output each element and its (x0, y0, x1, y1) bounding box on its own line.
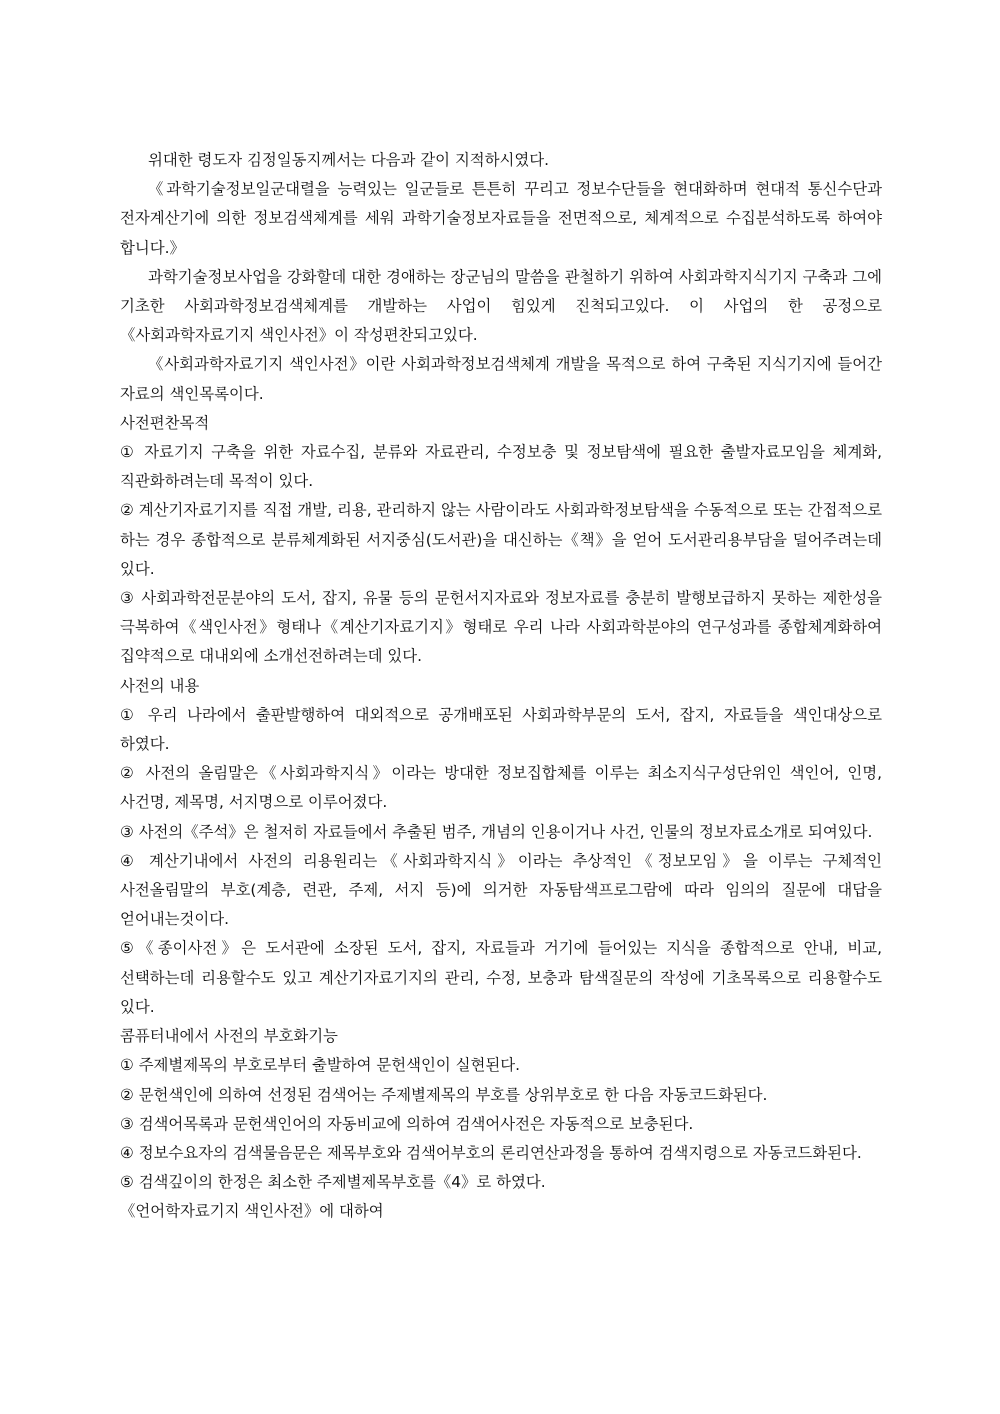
body-paragraph: 과학기술정보사업을 강화할데 대한 경애하는 장군님의 말씀을 관철하기 위하여 사회과학지식기지 구축과 그에 기초한 사회과학정보검색체계를 개발하는 사업이 힘있게 진척되고있다. 이 사업의 한 공정으로《사회과학자료기지 색인사전》이 작성편찬되고있다. (120, 267, 882, 345)
section-heading: 《언어학자료기지 색인사전》에 대하여 (120, 1202, 384, 1221)
list-item: ⑤《종이사전》은 도서관에 소장된 도서, 잡지, 자료들과 거기에 들어있는 지식을 종합적으로 안내, 비교, 선택하는데 리용할수도 있고 계산기자료기지의 관리, 수정, 보충과 탐색질문의 작성에 기초목록으로 리용할수도 있다. (120, 939, 882, 1016)
list-item: ③ 사회과학전문분야의 도서, 잡지, 유물 등의 문헌서지자료와 정보자료를 충분히 발행보급하지 못하는 제한성을 극복하여《색인사전》형태나《계산기자료기지》형태로 우리 나라 사회과학분야의 연구성과를 종합체계화하여 집약적으로 대내외에 소개선전하려는데 있다. (120, 589, 882, 666)
section-heading: 콤퓨터내에서 사전의 부호화기능 (120, 1027, 338, 1046)
section-heading: 사전편찬목적 (120, 413, 210, 432)
list-item: ① 주제별제목의 부호로부터 출발하여 문헌색인이 실현된다. (120, 1056, 520, 1075)
list-item: ④ 계산기내에서 사전의 리용원리는《사회과학지식》이라는 추상적인《정보모임》을 이루는 구체적인 사전올림말의 부호(계층, 련관, 주제, 서지 등)에 의거한 자동탐색프로그람에 따라 임의의 질문에 대답을 얻어내는것이다. (120, 851, 882, 929)
body-paragraph: 《사회과학자료기지 색인사전》이란 사회과학정보검색체계 개발을 목적으로 하여 구축된 지식기지에 들어간 자료의 색인목록이다. (120, 355, 882, 403)
list-item: ① 우리 나라에서 출판발행하여 대외적으로 공개배포된 사회과학부문의 도서, 잡지, 자료들을 색인대상으로 하였다. (120, 705, 882, 754)
list-item: ② 문헌색인에 의하여 선정된 검색어는 주제별제목의 부호를 상위부호로 한 다음 자동코드화된다. (120, 1085, 768, 1104)
quote-intro: 위대한 령도자 김정일동지께서는 다음과 같이 지적하시였다. (148, 151, 550, 169)
list-item: ④ 정보수요자의 검색물음문은 제목부호와 검색어부호의 론리연산과정을 통하여 검색지령으로 자동코드화된다. (120, 1143, 862, 1162)
list-item: ② 사전의 올림말은《사회과학지식》이라는 방대한 정보집합체를 이루는 최소지식구성단위인 색인어, 인명, 사건명, 제목명, 서지명으로 이루어졌다. (120, 764, 882, 812)
list-item: ② 계산기자료기지를 직접 개발, 리용, 관리하지 않는 사람이라도 사회과학정보탐색을 수동적으로 또는 간접적으로 하는 경우 종합적으로 분류체계화된 서지중심(도서관)을 대신하는《책》을 얻어 도서관리용부담을 덜어주려는데 있다. (120, 501, 882, 578)
list-item: ① 자료기지 구축을 위한 자료수집, 분류와 자료관리, 수정보충 및 정보탐색에 필요한 출발자료모임을 체계화, 직관화하려는데 목적이 있다. (120, 443, 882, 491)
section-heading: 사전의 내용 (120, 676, 200, 695)
document-body (120, 146, 882, 1227)
list-item: ⑤ 검색깊이의 한정은 최소한 주제별제목부호를《4》로 하였다. (120, 1173, 546, 1192)
quotation: 《과학기술정보일군대렬을 능력있는 일군들로 튼튼히 꾸리고 정보수단들을 현대화하며 현대적 통신수단과 전자계산기에 의한 정보검색체계를 세워 과학기술정보자료들을 전면적으로, 체계적으로 수집분석하도록 하여야 합니다.》 (120, 180, 882, 257)
list-item: ③ 검색어목록과 문헌색인어의 자동비교에 의하여 검색어사전은 자동적으로 보충된다. (120, 1114, 694, 1133)
list-item: ③ 사전의《주석》은 철저히 자료들에서 추출된 범주, 개념의 인용이거나 사건, 인물의 정보자료소개로 되여있다. (120, 822, 873, 841)
